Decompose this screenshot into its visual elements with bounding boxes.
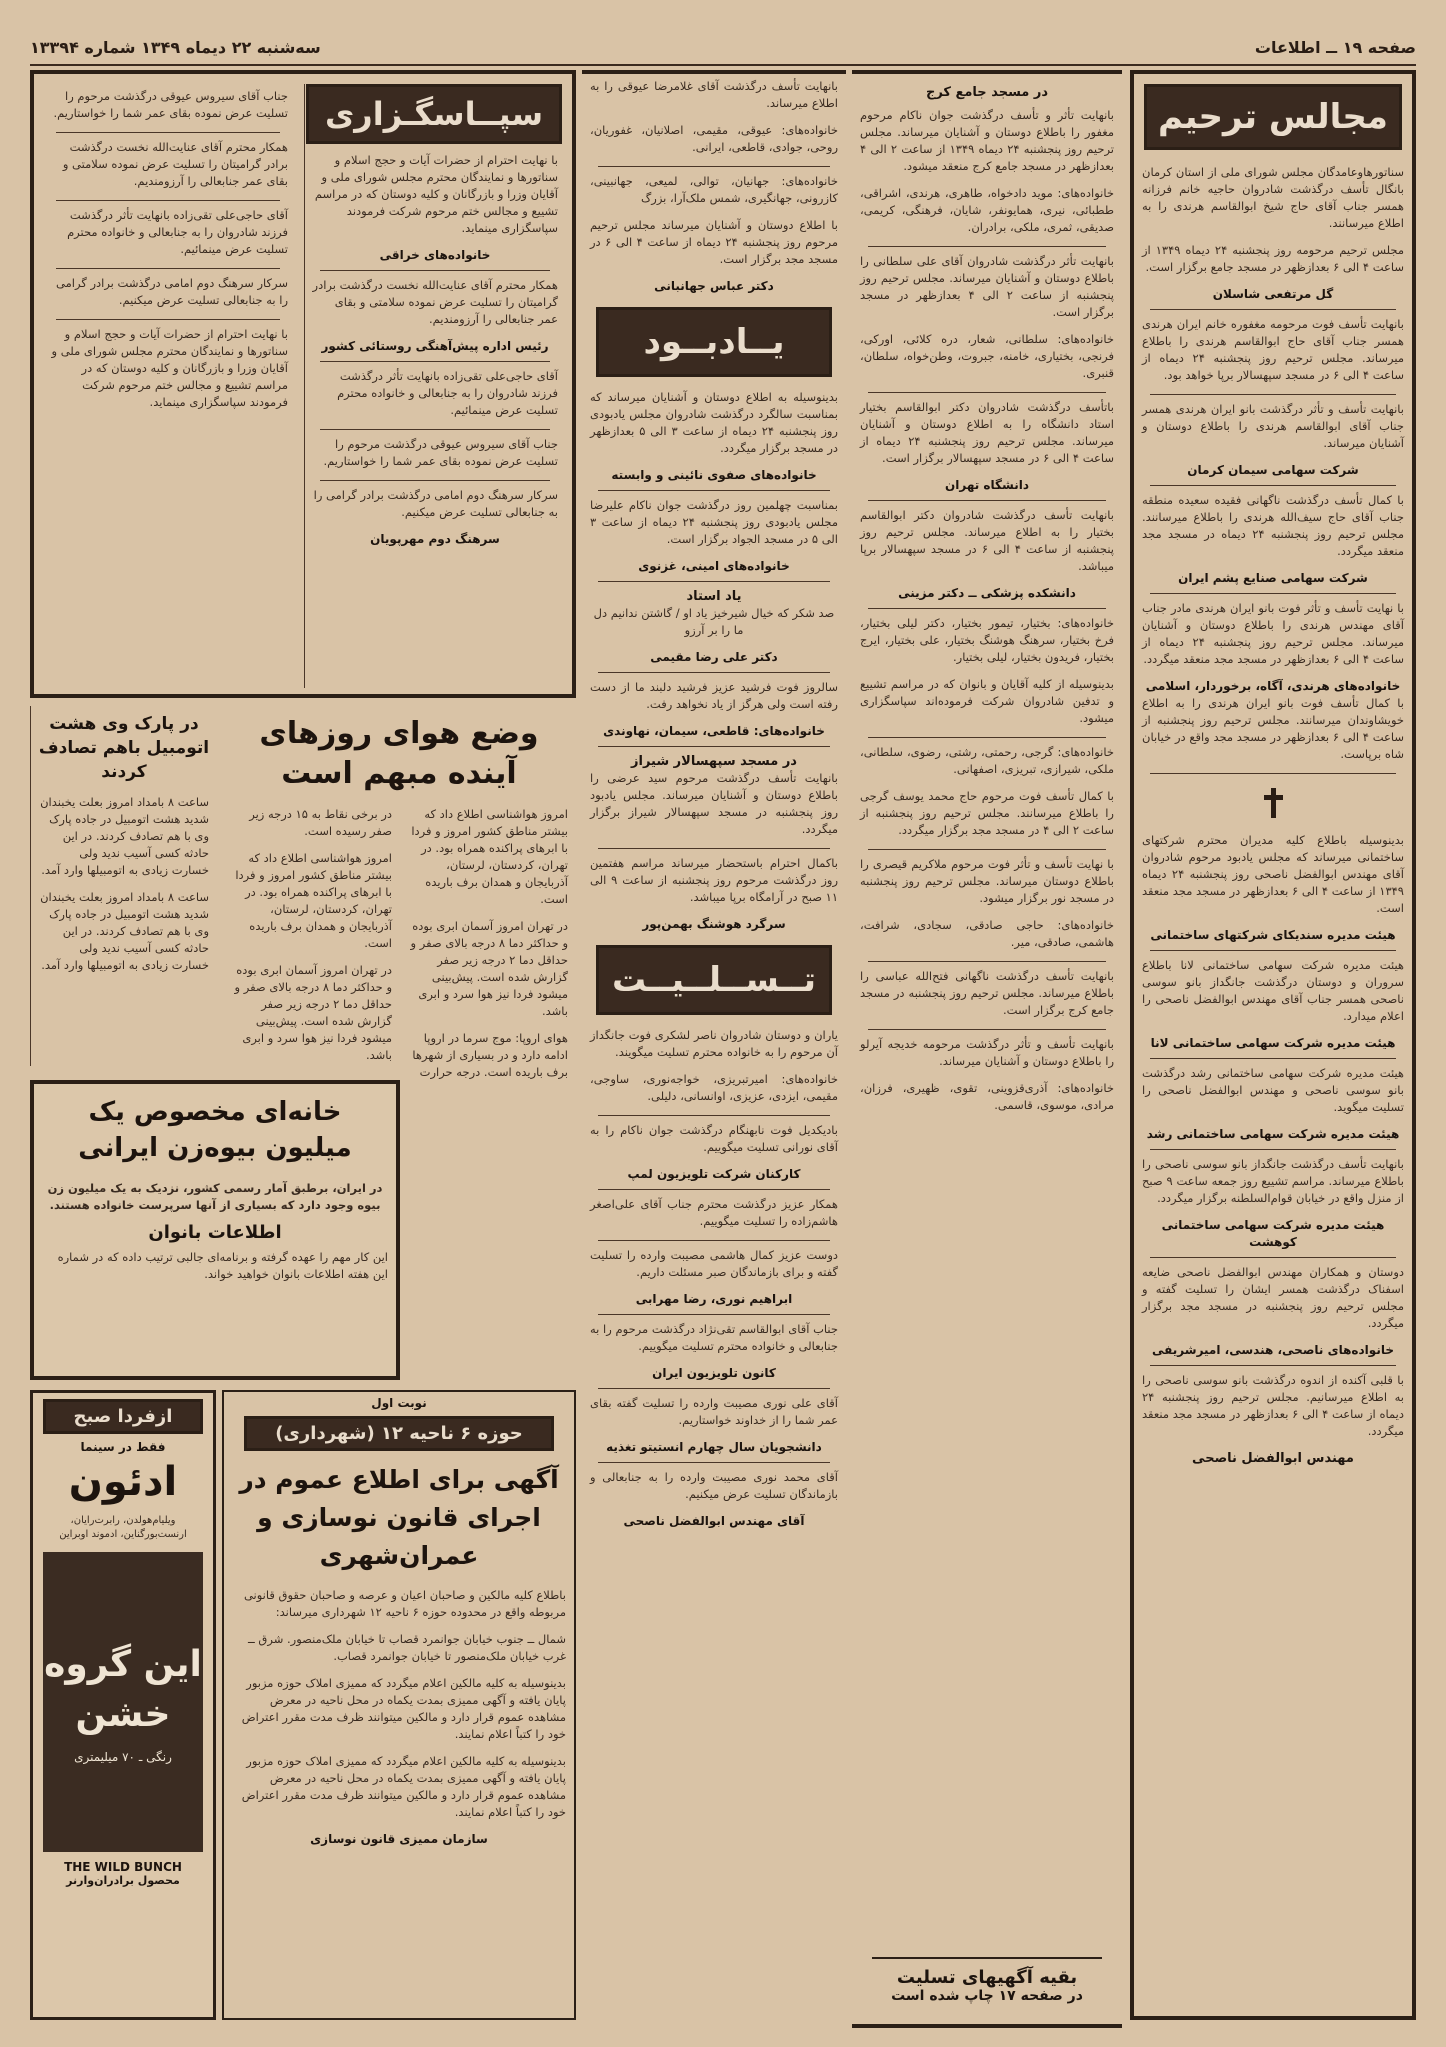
notice-signature: هیئت مدیره سندیکای شرکتهای ساختمانی xyxy=(1150,928,1396,942)
notice: با نهایت تأسف و تأثر فوت مرحوم ملاکریم قیصری را باطلاع دوستان میرساند. مجلس ترحیم روز پنجشنبه در مسجد نور برگزار میشود. xyxy=(860,857,1114,905)
masthead xyxy=(30,30,1416,66)
notice: بانهایت تأثر و تأسف درگذشت جوان ناکام مرحوم مغفور را باطلاع دوستان و آشنایان میرساند. مجلس ترحیم روز پنجشنبه ۲۴ دیماه ۱۳۴۹ از ساعت ۲ الی ۴ بعدازظهر در مسجد جامع کرج منعقد میشود. xyxy=(860,108,1114,173)
notice: بدینوسیله باطلاع کلیه مدیران محترم شرکتهای ساختمانی میرساند که مجلس یادبود مرحوم شادروان آقای مهندس ابوالفضل ناصحی روز پنجشنبه ۲۴ دیماه ۱۳۴۹ از ساعت ۴ الی ۶ بعدازظهر در مسجد مجد منعقد است. xyxy=(1142,833,1404,915)
ad-district: حوزه ۶ ناحیه ۱۲ (شهرداری) xyxy=(244,1416,554,1451)
weather-paragraph: امروز هواشناسی اطلاع داد که بیشتر مناطق کشور امروز و فردا با ابرهای پراکنده همراه بود. در تهران، کردستان، لرستان، آذربایجان و همدان برف باریده است. xyxy=(411,807,568,906)
notice: جناب آقای سیروس عیوقی درگذشت مرحوم را تسلیت عرض نموده بقای عمر شما را خواستاریم. xyxy=(323,437,558,468)
thanks-frame xyxy=(30,70,576,698)
notice: خانواده‌های: عیوقی، مقیمی، اصلانیان، غفوریان، روحی، جوادی، قاطعی، ایرانی. xyxy=(590,123,838,154)
notice: خانواده‌های: آذری‌قزوینی، تقوی، ظهیری، فرزان، مرادی، موسوی، قاسمی. xyxy=(860,1081,1114,1112)
continued-subtitle: در صفحه ۱۷ چاپ شده است xyxy=(891,1988,1083,2004)
notice-signature: سرهنگ دوم مهرپویان xyxy=(370,532,500,546)
notice-signature: دکتر علی رضا مقیمی xyxy=(650,650,778,664)
accident-headline: در پارک وی هشت اتومبیل باهم تصادف کردند xyxy=(38,714,210,782)
notice-signature: سرگرد هوشنگ بهمن‌پور xyxy=(642,917,786,931)
accident-paragraph: ساعت ۸ بامداد امروز بعلت یخبندان شدید هشت اتومبیل در جاده پارک وی با هم تصادف کردند. در این حادثه کسی آسیب ندید ولی خسارت زیادی به اتومبیلها وارد آمد. xyxy=(40,795,209,877)
notice-signature: مهندس ابوالفضل ناصحی xyxy=(1192,1451,1354,1466)
notice-heading: در مسجد جامع کرج xyxy=(925,85,1049,100)
cinema-only: فقط در سینما xyxy=(80,1440,166,1454)
notice: هیئت مدیره شرکت سهامی ساختمانی رشد درگذشت بانو سوسی ناصحی و مهندس ابوالفضل ناصحی را تسلیت میگوید. xyxy=(1142,1066,1404,1114)
thanks-title: سپــاسگـزاری xyxy=(306,84,562,144)
notice: سرکار سرهنگ دوم امامی درگذشت برادر گرامی را به جنابعالی تسلیت عرض میکنیم. xyxy=(56,276,288,307)
women-paragraph: در ایران، برطبق آمار رسمی کشور، نزدیک به یک میلیون زن بیوه وجود دارد که بسیاری از آنها سرپرست خانواده هستند. xyxy=(47,1181,383,1212)
notice-signature: رئیس اداره پیش‌آهنگی روستائی کشور xyxy=(321,339,549,353)
page-label: صفحه ۱۹ ــ اطلاعات xyxy=(1254,37,1416,57)
movie-title: این گروه خشن xyxy=(44,1644,202,1735)
notice: سالروز فوت فرشید عزیز فرشید دلبند ما از دست رفته است ولی هرگز از یاد نخواهد رفت. xyxy=(590,680,838,711)
notice-signature: دانشگاه تهران xyxy=(945,478,1029,492)
notice: دوستان و همکاران مهندس ابوالفضل ناصحی ضایعه اسفناک درگذشت همسر ایشان را تسلیت گفته و مجلس ترحیم روز پنجشنبه در مسجد مجد برگزار میگردد. xyxy=(1142,1265,1404,1330)
poem-title: یاد استاد xyxy=(686,589,742,604)
notice-signature: آقای مهندس ابوالفضل ناصحی xyxy=(623,1514,805,1528)
accident-body xyxy=(31,790,217,988)
notice: با کمال تأسف درگذشت ناگهانی فقیده سعیده منطقه جناب آقای حاج سیف‌الله هرندی را باطلاع میرسانند. مجلس ترحیم روز پنجشنبه ۲۴ دیماه در مسجد مجد منعقد میگردد. xyxy=(1142,493,1405,558)
column-notices-2 xyxy=(852,70,1122,2028)
notice: بمناسبت چهلمین روز درگذشت جوان ناکام علیرضا مجلس یادبودی روز پنجشنبه ۲۴ دیماه از ساعت ۳ الی ۵ در مسجد الجواد برگزار است. xyxy=(590,498,838,546)
notice: جناب آقای ابوالقاسم تقی‌نژاد درگذشت مرحوم را به جنابعالی و خانواده محترم تسلیت میگوییم. xyxy=(590,1322,838,1353)
weather-paragraph: در تهران امروز آسمان ابری بوده و حداکثر دما ۸ درجه بالای صفر و حداقل دما ۲ درجه زیر صفر گزارش شده است. پیش‌بینی میشود فردا نیز هوا سرد و ابری باشد. xyxy=(234,963,392,1062)
continued-title: بقیه آگهیهای تسلیت xyxy=(896,1967,1078,1988)
notice: مجلس ترحیم مرحومه روز پنجشنبه ۲۴ دیماه ۱۳۴۹ از ساعت ۴ الی ۶ بعدازظهر در مسجد جامع برگزار است. xyxy=(1142,243,1405,274)
notice: با نهایت احترام از حضرات آیات و حجج اسلام و سناتورها و نمایندگان محترم مجلس شورای ملی و آقایان وزرا و بازرگانان و کلیه دوستان که در مراسم تشییع و مجالس ختم مرحوم شرکت فرمودند سپاسگزاری مینماید. xyxy=(314,153,558,235)
women-paragraph: این کار مهم را عهده گرفته و برنامه‌ای جالبی ترتیب داده که در شماره این هفته اطلاعات بانوان خواهید خواند. xyxy=(57,1250,388,1281)
notice: همکار محترم آقای عنایت‌الله نخست درگذشت برادر گرامیتان را تسلیت عرض نموده سلامتی و بقای عمر جنابعالی را آرزومندیم. xyxy=(62,140,288,188)
mourning-title: مجالس ترحیم xyxy=(1144,84,1402,150)
column3-memorial-text xyxy=(582,385,846,937)
notice: با قلبی آکنده از اندوه درگذشت بانو سوسی ناصحی را به اطلاع میرسانیم. مجلس ترحیم روز پنجشنبه ۲۴ دیماه از ساعت ۴ الی ۶ بعدازظهر در مسجد مجد منعقد میگردد. xyxy=(1142,1373,1404,1438)
notice-signature: خانواده‌های هرندی، آگاه، برخوردار، اسلامی xyxy=(1145,679,1401,693)
notice-signature: خانواده‌های امینی، غزنوی xyxy=(638,559,790,573)
notice: خانواده‌های: سلطانی، شعار، دره کلائی، اورکی، فرنجی، بختیاری، خامنه، جبروت، وطن‌خواه، سلطان، قنبری. xyxy=(860,332,1114,380)
women-headline: خانه‌ای مخصوص یک میلیون بیوه‌زن ایرانی xyxy=(78,1097,352,1163)
movie-producer: محصول برادران‌وارنر xyxy=(66,1874,180,1887)
notice: بدینوسیله از کلیه آقایان و بانوان که در مراسم تشییع و تدفین شادروان شرکت فرموده‌اند سپاسگزاری میشود. xyxy=(860,677,1114,725)
notice: بانهایت تأسف درگذشت ناگهانی فتح‌الله عباسی را باطلاع میرساند. مجلس ترحیم روز پنجشنبه در مسجد جامع کرج برگزار است. xyxy=(860,969,1114,1017)
notice: خانواده‌های: امیرتبریزی، خواجه‌نوری، ساوجی، مقیمی، ایزدی، عزیزی، اوانسانی، دلیلی. xyxy=(590,1072,838,1103)
notice-signature: کانون تلویزیون ایران xyxy=(652,1366,776,1380)
notice: بانهایت تأسف فوت مرحومه مغفوره خانم ایران هرندی همسر جناب آقای حاج ابوالقاسم هرندی را باطلاع میرساند. مجلس ترحیم روز پنجشنبه ۲۴ دیماه از ساعت ۴ الی ۶ در مسجد سپهسالار برپا خواهد بود. xyxy=(1142,317,1404,382)
ad-paragraph: بدینوسیله به کلیه مالکین اعلام میگردد که ممیزی املاک حوزه مزبور پایان یافته و آگهی ممیزی بمدت یکماه در محل ناحیه در معرض مشاهده عموم قرار دارد و مالکین میتوانند ظرف مدت مقرر اعتراض خود را کتباً اعلام نمایند. xyxy=(241,1754,566,1819)
notice-signature: خانواده‌های خراقی xyxy=(379,248,491,262)
notice: یاران و دوستان شادروان ناصر لشکری فوت جانگداز آن مرحوم را به خانواده محترم تسلیت میگویند. xyxy=(590,1028,838,1059)
notice-signature: گل مرتفعی شاسلان xyxy=(1212,287,1334,301)
notice: خانواده‌های: گرجی، رحمتی، رشتی، رضوی، سلطانی، ملکی، شیرازی، تبریزی، اصفهانی. xyxy=(860,745,1114,776)
column-notices-3 xyxy=(582,70,846,2024)
cross-icon xyxy=(1262,788,1284,818)
notice-signature: کارکنان شرکت تلویزیون لمپ xyxy=(627,1167,801,1181)
notice: با نهایت تأسف و تأثر فوت بانو ایران هرندی مادر جناب آقای مهندس هرندی را باطلاع دوستان و آشنایان میرساند. مجلس ترحیم روز پنجشنبه ۲۴ دیماه از ساعت ۴ الی ۶ بعدازظهر در مسجد مجد منعقد میگردد. xyxy=(1142,601,1404,666)
column3-text xyxy=(582,74,846,299)
notice: بانهایت تأسف درگذشت مرحوم سید عرضی را باطلاع دوستان و آشنایان میرساند. مجلس یادبود روز پنجشنبه در مسجد سپهسالار شیراز برگزار میگردد. xyxy=(590,771,838,836)
column1-text xyxy=(1134,160,1412,1471)
women-body xyxy=(34,1176,396,1297)
ad-body xyxy=(224,1583,574,1852)
memorial-title: یــادبــود xyxy=(596,307,832,377)
notice: همکار عزیز درگذشت محترم جناب آقای علی‌اصغر هاشم‌زاده را تسلیت میگوییم. xyxy=(590,1197,838,1228)
notice: بدینوسیله به اطلاع دوستان و آشنایان میرساند که بمناسبت سالگرد درگذشت شادروان مجلس یادبودی روز پنجشنبه ۲۴ دیماه از ساعت ۳ الی ۵ بعدازظهر در مسجد برگزار میگردد. xyxy=(590,390,838,455)
condolence-title: تــســلــیــت xyxy=(596,945,832,1015)
accident-paragraph: ساعت ۸ بامداد امروز بعلت یخبندان شدید هشت اتومبیل در جاده پارک وی با هم تصادف کردند. در این حادثه کسی آسیب ندید ولی خسارت زیادی به اتومبیلها وارد آمد. xyxy=(40,890,209,972)
notice-signature: دانشجویان سال چهارم انستیتو تغذیه xyxy=(606,1440,822,1454)
movie-poster xyxy=(43,1552,203,1852)
notice: خانواده‌های: حاجی صادقی، سجادی، شرافت، هاشمی، صادقی، میر. xyxy=(860,918,1114,949)
notice-signature: هیئت مدیره شرکت سهامی ساختمانی کوهشت xyxy=(1161,1218,1385,1249)
notice: آقای حاجی‌علی تقی‌زاده بانهایت تأثر درگذشت فرزند شادروان را به جنابعالی و خانواده محترم تسلیت عرض مینمائیم. xyxy=(67,208,288,256)
notice: با کمال تأسف فوت بانو ایران هرندی را به اطلاع خویشاوندان میرسانند. مجلس ترحیم روز پنجشنبه از ساعت ۴ الی ۶ بعدازظهر در مسجد مجد واقع در خیابان شاه برپاست. xyxy=(1142,696,1404,761)
notice: با اطلاع دوستان و آشنایان میرساند مجلس ترحیم مرحوم روز پنجشنبه ۲۴ دیماه از ساعت ۴ الی ۶ در مسجد مجد برگزار است. xyxy=(590,218,838,266)
ad-paragraph: شمال ــ جنوب خیابان جوانمرد قصاب تا خیابان ملک‌منصور. شرق ــ غرب خیابان ملک‌منصور تا خیابان جوانمرد قصاب. xyxy=(248,1632,566,1663)
notice: باتأسف درگذشت شادروان دکتر ابوالقاسم بختیار استاد دانشگاه را به اطلاع دوستان و آشنایان میرساند. مجلس ترحیم روز پنجشنبه ۲۴ دیماه از ساعت ۴ الی ۶ در مسجد سپهسالار برگزار است. xyxy=(860,400,1114,465)
notice: آقای علی نوری مصیبت وارده را تسلیت گفته بقای عمر شما را از خداوند خواستاریم. xyxy=(590,1396,838,1427)
notice: خانواده‌های: جهانیان، توالی، لمیعی، جهانبینی، کازرونی، جهانگیری، شمس ملک‌آرا، بزرگ xyxy=(590,174,838,205)
notice: همکار محترم آقای عنایت‌الله نخست درگذشت برادر گرامیتان را تسلیت عرض نموده سلامتی و بقای عمر جنابعالی را آرزومندیم. xyxy=(312,278,558,326)
notice: بادیکدیل فوت نابهنگام درگذشت جوان ناکام را به آقای نورانی تسلیت میگوییم. xyxy=(590,1123,838,1154)
notice: خانواده‌های: بختیار، تیمور بختیار، دکتر لیلی بختیار، فرخ بختیار، سرهنگ هوشنگ بختیار، علی بختیار، ایرج بختیار، فریدون بختیار، لیلی بختیار. xyxy=(860,616,1114,664)
cinema-from-tomorrow: ازفردا صبح xyxy=(43,1399,203,1434)
thanks-text-left xyxy=(40,84,296,425)
ad-paragraph: بدینوسیله به کلیه مالکین اعلام میگردد که ممیزی املاک حوزه مزبور پایان یافته و آگهی ممیزی بمدت یکماه در محل ناحیه در معرض مشاهده عموم قرار دارد و مالکین میتوانند ظرف مدت مقرر اعتراض خود را کتباً اعلام نمایند. xyxy=(241,1676,566,1741)
notice-signature: خانواده‌های ناصحی، هندسی، امیرشریفی xyxy=(1152,1343,1394,1357)
date-label: سه‌شنبه ۲۲ دیماه ۱۳۴۹ شماره ۱۳۳۹۴ xyxy=(30,37,321,57)
notice-heading: در مسجد سپهسالار شیراز xyxy=(631,754,797,769)
column2-text xyxy=(852,74,1122,1128)
cinema-ad xyxy=(30,1390,216,2020)
weather-headline: وضع هوای روزهای آینده مبهم است xyxy=(259,716,539,791)
notice: با نهایت احترام از حضرات آیات و حجج اسلام و سناتورها و نمایندگان محترم مجلس شورای ملی و آقایان وزرا و بازرگانان و کلیه دوستان که در مراسم تشییع و مجالس ختم مرحوم شرکت فرمودند سپاسگزاری مینماید. xyxy=(51,327,288,409)
weather-paragraph: هوای اروپا: موج سرما در اروپا ادامه دارد و در بسیاری از شهرها برف باریده است. درجه حرارت در برخی نقاط به ۱۵ درجه زیر صفر رسیده است. xyxy=(249,807,568,1079)
notice: سناتورهاوعامدگان مجلس شورای ملی از استان کرمان بانگال تأسف درگذشت شادروان حاجیه خانم فرزانه همسر جناب آقای حاج شیخ ابوالقاسم هرندی را به اطلاع میرسانند. xyxy=(1142,165,1404,230)
cinema-name: ادئون xyxy=(68,1459,178,1505)
notice: بانهایت تأسف و تأثر درگذشت بانو ایران هرندی همسر جناب آقای ابوالقاسم هرندی را باطلاع دوستان و آشنایان میرساند. xyxy=(1142,402,1404,450)
weather-paragraph: امروز هواشناسی اطلاع داد که بیشتر مناطق کشور امروز و فردا با ابرهای پراکنده همراه بود. در تهران، کردستان، لرستان، آذربایجان و همدان برف باریده است. xyxy=(235,851,392,950)
accident-article xyxy=(30,706,217,1066)
column-mourning-ceremonies xyxy=(1130,70,1416,2020)
notice-signature: دکتر عباس جهانبانی xyxy=(654,279,774,293)
notice-signature: ابراهیم نوری، رضا مهرابی xyxy=(635,1292,793,1306)
notice: بانهایت تأسف درگذشت جانگداز بانو سوسی ناصحی را باطلاع میرساند. مراسم تشییع روز جمعه ساعت ۹ صبح از منزل واقع در خیابان قوام‌السلطنه برگزار میگردد. xyxy=(1142,1157,1404,1205)
notice: دوست عزیز کمال هاشمی مصیبت وارده را تسلیت گفته و برای بازماندگان صبر مسئلت داریم. xyxy=(590,1248,838,1279)
notice: بانهایت تأسف درگذشت شادروان دکتر ابوالقاسم بختیار را به اطلاع میرساند. مجلس ترحیم روز پنجشنبه از ساعت ۴ الی ۶ در مسجد سپهسالار برپا میباشد. xyxy=(860,508,1114,573)
ad-headline: آگهی برای اطلاع عموم در اجرای قانون نوسازی و عمران‌شهری xyxy=(239,1465,559,1570)
notice: سرکار سرهنگ دوم امامی درگذشت برادر گرامی را به جنابعالی تسلیت عرض میکنیم. xyxy=(313,488,558,519)
thanks-text xyxy=(304,148,566,552)
notice-signature: هیئت مدیره شرکت سهامی ساختمانی رشد xyxy=(1146,1127,1400,1141)
weather-paragraph: در تهران امروز آسمان ابری بوده و حداکثر دما ۸ درجه بالای صفر و حداقل دما ۲ درجه زیر صفر گزارش شده است. پیش‌بینی میشود فردا نیز هوا سرد و ابری باشد. xyxy=(410,919,568,1018)
women-magazine-box xyxy=(30,1080,400,1380)
notice-signature: شرکت سهامی سیمان کرمان xyxy=(1187,463,1359,477)
notice-signature: خانواده‌های صفوی نائینی و وابسته xyxy=(611,468,817,482)
notice: باکمال احترام باستحضار میرساند مراسم هفتمین روز درگذشت مرحوم روز پنجشنبه از ساعت ۹ الی ۱۱ صبح در آرامگاه برپا میباشد. xyxy=(590,856,838,904)
notice: بانهایت تأسف درگذشت آقای غلامرضا عیوقی را به اطلاع میرساند. xyxy=(590,79,838,110)
notice: بانهایت تأسف و تأثر درگذشت مرحومه خدیجه آیرلو را باطلاع دوستان و آشنایان میرساند. xyxy=(860,1037,1114,1068)
movie-english-title: THE WILD BUNCH xyxy=(64,1860,182,1874)
municipality-ad xyxy=(222,1390,576,2020)
notice: خانواده‌های: موید دادخواه، طاهری، هرندی، اشراقی، ططبائی، نیری، همایونفر، شایان، فرهنگی، کریمی، صدیقی، ثمری، ملکی، برادران. xyxy=(860,186,1114,234)
notice-signature: خانواده‌های: قاطعی، سیمان، نهاوندی xyxy=(603,724,825,738)
poem: صد شکر که خیال شیرخیز یاد او / گاشتن ندانیم دل ما را بر آرزو xyxy=(593,606,835,637)
thanks-divider xyxy=(304,84,305,688)
notice-signature: دانشکده پزشکی ــ دکتر مزینی xyxy=(898,586,1076,600)
cinema-cast: ویلیام‌هولدن، رابرت‌رایان، ارنست‌بورگناین، ادموند اوبراین xyxy=(59,1515,187,1540)
notice: جناب آقای سیروس عیوقی درگذشت مرحوم را تسلیت عرض نموده بقای عمر شما را خواستاریم. xyxy=(53,89,288,120)
movie-format: رنگی ـ ۷۰ میلیمتری xyxy=(74,1750,172,1764)
notice-signature: شرکت سهامی صنایع پشم ایران xyxy=(1178,571,1368,585)
continued-box xyxy=(872,1957,1102,2004)
notice-signature: هیئت مدیره شرکت سهامی ساختمانی لانا xyxy=(1150,1036,1396,1050)
column3-condolence-text xyxy=(582,1023,846,1534)
ad-signature: سازمان ممیزی قانون نوسازی xyxy=(310,1832,488,1846)
notice: هیئت مدیره شرکت سهامی ساختمانی لانا باطلاع سروران و دوستان درگذشت جانگداز بانو سوسی ناصحی همسر جناب آقای مهندس ابوالفضل ناصحی را اعلام میدارد. xyxy=(1142,958,1404,1023)
ad-notice-label: نوبت اول xyxy=(371,1396,427,1410)
ad-paragraph: باطلاع کلیه مالکین و صاحبان اعیان و عرصه و صاحبان حقوق قانونی مربوطه واقع در محدوده حوزه ۶ ناحیه ۱۲ شهرداری میرساند: xyxy=(243,1588,566,1619)
women-source: اطلاعات بانوان xyxy=(148,1222,282,1243)
notice: با کمال تأسف فوت مرحوم حاج محمد یوسف گرجی را باطلاع میرسانند. مجلس ترحیم روز پنجشنبه از ساعت ۲ الی ۴ در مسجد مجد برگزار میگردد. xyxy=(860,789,1114,837)
notice: آقای محمد نوری مصیبت وارده را به جنابعالی و بازماندگان تسلیت عرض میکنیم. xyxy=(590,1470,838,1501)
notice: بانهایت تأثر درگذشت شادروان آقای علی سلطانی را باطلاع دوستان و آشنایان میرساند. مجلس ترحیم روز پنجشنبه از ساعت ۲ الی ۴ بعدازظهر در مسجد برگزار است. xyxy=(860,254,1115,319)
notice: آقای حاجی‌علی تقی‌زاده بانهایت تأثر درگذشت فرزند شادروان را به جنابعالی و خانواده محترم تسلیت عرض مینمائیم. xyxy=(337,369,558,417)
